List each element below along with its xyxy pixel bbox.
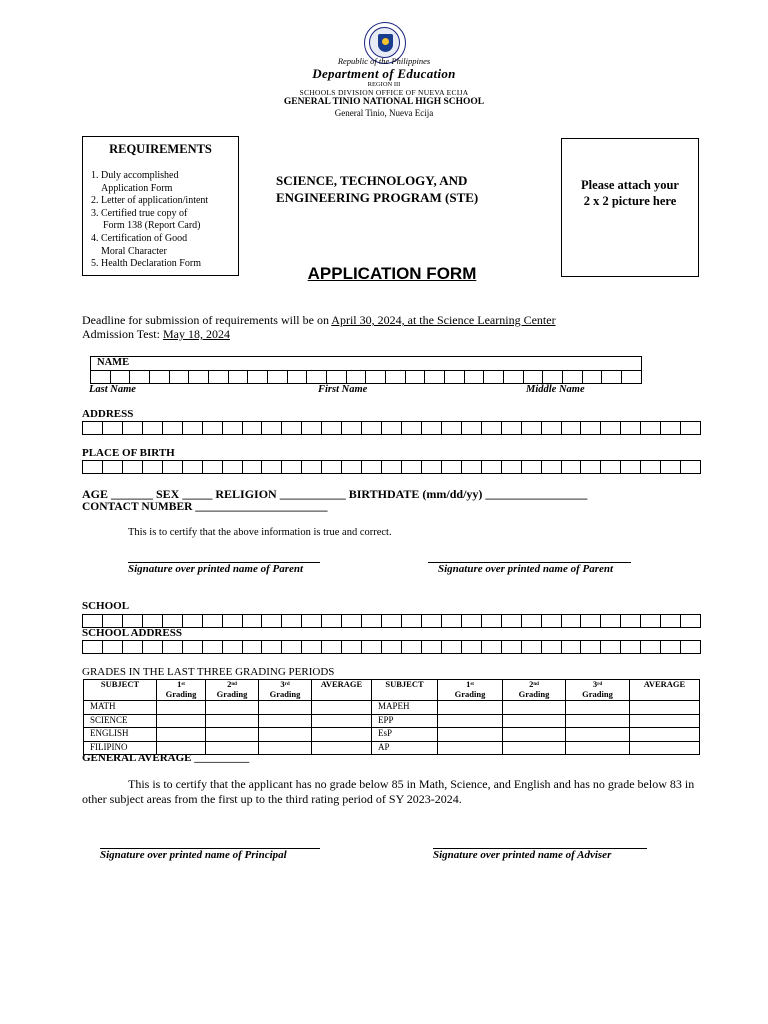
- grade-cell[interactable]: [503, 701, 566, 715]
- grade-cell[interactable]: [438, 701, 503, 715]
- contact-number-line[interactable]: CONTACT NUMBER _______________________: [82, 501, 328, 513]
- letter-box[interactable]: [501, 461, 521, 473]
- letter-box[interactable]: [562, 371, 582, 383]
- header-first-grading: 1st Grading: [438, 680, 503, 701]
- subject-cell: MAPEH: [372, 701, 438, 715]
- letter-box[interactable]: [660, 641, 680, 653]
- grade-cell[interactable]: [438, 741, 503, 755]
- letter-box[interactable]: [202, 422, 222, 434]
- letter-box[interactable]: [680, 461, 700, 473]
- grade-cell[interactable]: [503, 741, 566, 755]
- letter-box[interactable]: [401, 615, 421, 627]
- letter-box[interactable]: [601, 371, 621, 383]
- subject-cell: SCIENCE: [84, 714, 157, 728]
- letter-box[interactable]: [182, 422, 202, 434]
- letter-box[interactable]: [341, 422, 361, 434]
- grade-cell[interactable]: [206, 728, 259, 742]
- program-title: [276, 172, 478, 206]
- letter-box[interactable]: [580, 461, 600, 473]
- requirements-list: [91, 170, 208, 271]
- letter-box[interactable]: [306, 371, 326, 383]
- form-title: APPLICATION FORM: [307, 264, 477, 283]
- letter-box[interactable]: [561, 615, 581, 627]
- parent-certification-text: This is to certify that the above information is true and correct.: [128, 527, 392, 538]
- letter-box[interactable]: [600, 641, 620, 653]
- letter-box[interactable]: [142, 461, 162, 473]
- letter-box[interactable]: [202, 615, 222, 627]
- letter-box[interactable]: [501, 641, 521, 653]
- last-name-label: Last Name: [89, 384, 136, 395]
- letter-box[interactable]: [441, 461, 461, 473]
- subject-cell: ENGLISH: [84, 728, 157, 742]
- letter-box[interactable]: [464, 371, 484, 383]
- school-label: SCHOOL: [82, 600, 130, 612]
- letter-box[interactable]: [680, 641, 700, 653]
- grade-cell[interactable]: [206, 701, 259, 715]
- letter-box[interactable]: [321, 422, 341, 434]
- letter-box[interactable]: [481, 461, 501, 473]
- letter-box[interactable]: [361, 641, 381, 653]
- average-cell[interactable]: [312, 728, 372, 742]
- letter-box[interactable]: [341, 615, 361, 627]
- letter-box[interactable]: [162, 615, 182, 627]
- letter-box[interactable]: [523, 371, 543, 383]
- grade-cell[interactable]: [566, 701, 630, 715]
- average-cell[interactable]: [312, 714, 372, 728]
- letter-box[interactable]: [321, 641, 341, 653]
- letter-box[interactable]: [461, 422, 481, 434]
- letter-box[interactable]: [242, 641, 262, 653]
- letter-box[interactable]: [600, 615, 620, 627]
- letter-box[interactable]: [461, 641, 481, 653]
- letter-box[interactable]: [222, 641, 242, 653]
- letter-box[interactable]: [441, 615, 461, 627]
- letter-box[interactable]: [561, 461, 581, 473]
- grades-title: GRADES IN THE LAST THREE GRADING PERIODS: [82, 666, 335, 678]
- requirement-line: 3. Certified true copy of: [91, 207, 188, 219]
- requirement-line: 2. Letter of application/intent: [91, 195, 209, 207]
- letter-box[interactable]: [580, 615, 600, 627]
- letter-box[interactable]: [441, 422, 461, 434]
- letter-box[interactable]: [83, 641, 102, 653]
- letter-box[interactable]: [503, 371, 523, 383]
- letter-box[interactable]: [620, 422, 640, 434]
- letter-box[interactable]: [142, 615, 162, 627]
- letter-box[interactable]: [582, 371, 602, 383]
- letter-box[interactable]: [361, 422, 381, 434]
- letter-box[interactable]: [580, 641, 600, 653]
- subject-cell: EsP: [372, 728, 438, 742]
- letter-box[interactable]: [202, 641, 222, 653]
- average-cell[interactable]: [630, 701, 700, 715]
- letter-box[interactable]: [441, 641, 461, 653]
- letter-box[interactable]: [142, 422, 162, 434]
- letter-box[interactable]: [401, 461, 421, 473]
- letter-box[interactable]: [405, 371, 425, 383]
- letter-box[interactable]: [620, 615, 640, 627]
- place-of-birth-label: PLACE OF BIRTH: [82, 447, 175, 459]
- division-line: SCHOOLS DIVISION OFFICE OF NUEVA ECIJA: [299, 88, 469, 97]
- grade-cell[interactable]: [157, 701, 206, 715]
- letter-box[interactable]: [301, 461, 321, 473]
- average-cell[interactable]: [630, 714, 700, 728]
- letter-box[interactable]: [365, 371, 385, 383]
- personal-info-line[interactable]: AGE _______ SEX _____ RELIGION ___________ BIRTHDATE (mm/dd/yy) _________________: [82, 487, 588, 501]
- letter-box[interactable]: [660, 461, 680, 473]
- letter-box[interactable]: [542, 371, 562, 383]
- address-input-cells[interactable]: [82, 421, 701, 435]
- photo-instructions: Please attach your 2 x 2 picture here: [581, 177, 679, 208]
- grade-cell[interactable]: [206, 714, 259, 728]
- letter-box[interactable]: [321, 615, 341, 627]
- letter-box[interactable]: [222, 461, 242, 473]
- letter-box[interactable]: [444, 371, 464, 383]
- letter-box[interactable]: [326, 371, 346, 383]
- letter-box[interactable]: [521, 461, 541, 473]
- region-line: REGION III: [367, 81, 401, 88]
- letter-box[interactable]: [481, 615, 501, 627]
- letter-box[interactable]: [561, 641, 581, 653]
- grade-cell[interactable]: [566, 728, 630, 742]
- letter-box[interactable]: [346, 371, 366, 383]
- letter-box[interactable]: [301, 422, 321, 434]
- letter-box[interactable]: [83, 461, 102, 473]
- grades-header-row: [84, 680, 700, 701]
- name-input-cells[interactable]: [91, 370, 641, 383]
- grade-cell[interactable]: [259, 714, 312, 728]
- letter-box[interactable]: [102, 422, 122, 434]
- header-first-grading: 1st Grading: [157, 680, 206, 701]
- parent-signature-label-2: Signature over printed name of Parent: [438, 563, 614, 575]
- letter-box[interactable]: [461, 615, 481, 627]
- letter-box[interactable]: [580, 422, 600, 434]
- grade-cell[interactable]: [503, 728, 566, 742]
- subject-cell: EPP: [372, 714, 438, 728]
- letter-box[interactable]: [228, 371, 248, 383]
- letter-box[interactable]: [301, 641, 321, 653]
- grade-cell[interactable]: [259, 741, 312, 755]
- principal-signature-label: Signature over printed name of Principal: [100, 849, 287, 861]
- admission-test-text: [82, 327, 230, 342]
- letter-box[interactable]: [247, 371, 267, 383]
- requirement-line: 4. Certification of Good: [91, 232, 188, 244]
- first-name-label: First Name: [318, 384, 368, 395]
- letter-box[interactable]: [122, 615, 142, 627]
- header-average: AVERAGE: [630, 680, 700, 701]
- letter-box[interactable]: [321, 461, 341, 473]
- deadline-text: [82, 313, 556, 328]
- grade-cell[interactable]: [566, 714, 630, 728]
- deadline-prefix: Deadline for submission of requirements will be on: [82, 313, 332, 327]
- letter-box[interactable]: [541, 422, 561, 434]
- letter-box[interactable]: [182, 461, 202, 473]
- letter-box[interactable]: [541, 461, 561, 473]
- header-third-grading: 3rd Grading: [566, 680, 630, 701]
- school-location: General Tinio, Nueva Ecija: [334, 108, 434, 118]
- letter-box[interactable]: [541, 615, 561, 627]
- average-cell[interactable]: [630, 728, 700, 742]
- letter-box[interactable]: [421, 641, 441, 653]
- letter-box[interactable]: [680, 422, 700, 434]
- letter-box[interactable]: [242, 461, 262, 473]
- requirement-line: 5. Health Declaration Form: [91, 258, 201, 270]
- letter-box[interactable]: [341, 641, 361, 653]
- letter-box[interactable]: [640, 422, 660, 434]
- letter-box[interactable]: [83, 615, 102, 627]
- letter-box[interactable]: [481, 422, 501, 434]
- letter-box[interactable]: [142, 641, 162, 653]
- grades-table: [83, 679, 700, 755]
- program-line-1: SCIENCE, TECHNOLOGY, AND: [276, 173, 468, 188]
- name-label: NAME: [97, 357, 130, 368]
- letter-box[interactable]: [162, 422, 182, 434]
- letter-box[interactable]: [261, 615, 281, 627]
- letter-box[interactable]: [640, 641, 660, 653]
- requirements-title: REQUIREMENTS: [109, 142, 212, 156]
- letter-box[interactable]: [461, 461, 481, 473]
- letter-box[interactable]: [483, 371, 503, 383]
- letter-box[interactable]: [129, 371, 149, 383]
- letter-box[interactable]: [424, 371, 444, 383]
- grade-cell[interactable]: [157, 714, 206, 728]
- letter-box[interactable]: [188, 371, 208, 383]
- letter-box[interactable]: [301, 615, 321, 627]
- address-label: ADDRESS: [82, 408, 134, 420]
- header-third-grading: 3rd Grading: [259, 680, 312, 701]
- middle-name-label: Middle Name: [526, 384, 585, 395]
- letter-box[interactable]: [521, 615, 541, 627]
- grade-cell[interactable]: [566, 741, 630, 755]
- letter-box[interactable]: [660, 422, 680, 434]
- letter-box[interactable]: [381, 615, 401, 627]
- letter-box[interactable]: [267, 371, 287, 383]
- letter-box[interactable]: [122, 461, 142, 473]
- requirement-line: Form 138 (Report Card): [103, 220, 201, 232]
- header-second-grading: 2nd Grading: [206, 680, 259, 701]
- parent-signature-label-1: Signature over printed name of Parent: [128, 563, 304, 575]
- letter-box[interactable]: [202, 461, 222, 473]
- letter-box[interactable]: [620, 641, 640, 653]
- letter-box[interactable]: [242, 422, 262, 434]
- school-name: GENERAL TINIO NATIONAL HIGH SCHOOL: [283, 97, 485, 107]
- letter-box[interactable]: [102, 641, 122, 653]
- letter-box[interactable]: [261, 461, 281, 473]
- letter-box[interactable]: [341, 461, 361, 473]
- letter-box[interactable]: [501, 422, 521, 434]
- header-average: AVERAGE: [312, 680, 372, 701]
- average-cell[interactable]: [630, 741, 700, 755]
- program-line-2: ENGINEERING PROGRAM (STE): [276, 190, 479, 205]
- grades-certification-text: This is to certify that the applicant has no grade below 85 in Math, Science, and English and has no grade below 83 in other subject areas from the first up to the third rating period of SY 2023-2024.: [82, 777, 695, 806]
- letter-box[interactable]: [421, 422, 441, 434]
- letter-box[interactable]: [361, 461, 381, 473]
- letter-box[interactable]: [521, 641, 541, 653]
- table-row: [84, 714, 700, 728]
- letter-box[interactable]: [385, 371, 405, 383]
- letter-box[interactable]: [208, 371, 228, 383]
- letter-box[interactable]: [281, 422, 301, 434]
- letter-box[interactable]: [149, 371, 169, 383]
- header-subject: SUBJECT: [84, 680, 157, 701]
- requirement-line: Moral Character: [101, 245, 167, 257]
- letter-box[interactable]: [401, 422, 421, 434]
- letter-box[interactable]: [640, 461, 660, 473]
- grade-cell[interactable]: [259, 701, 312, 715]
- letter-box[interactable]: [242, 615, 262, 627]
- letter-box[interactable]: [361, 615, 381, 627]
- grade-cell[interactable]: [259, 728, 312, 742]
- letter-box[interactable]: [287, 371, 307, 383]
- requirement-line: 1. Duly accomplished: [91, 170, 179, 181]
- letter-box[interactable]: [640, 615, 660, 627]
- letter-box[interactable]: [222, 422, 242, 434]
- adviser-signature-label: Signature over printed name of Adviser: [433, 849, 612, 861]
- school-input-cells[interactable]: [82, 614, 701, 628]
- letter-box[interactable]: [401, 641, 421, 653]
- letter-box[interactable]: [261, 422, 281, 434]
- letter-box[interactable]: [110, 371, 130, 383]
- letter-box[interactable]: [660, 615, 680, 627]
- letter-box[interactable]: [122, 641, 142, 653]
- general-average-line[interactable]: GENERAL AVERAGE __________: [82, 752, 250, 764]
- letter-box[interactable]: [83, 422, 102, 434]
- letter-box[interactable]: [680, 615, 700, 627]
- letter-box[interactable]: [162, 641, 182, 653]
- name-field-box: [90, 356, 642, 384]
- letter-box[interactable]: [621, 371, 641, 383]
- letter-box[interactable]: [421, 461, 441, 473]
- requirement-line: Application Form: [101, 182, 173, 194]
- republic-line: Republic of the Philippines: [337, 56, 431, 66]
- grade-cell[interactable]: [438, 728, 503, 742]
- letter-box[interactable]: [222, 615, 242, 627]
- letter-box[interactable]: [261, 641, 281, 653]
- admission-date: May 18, 2024: [162, 327, 230, 341]
- letter-box[interactable]: [102, 461, 122, 473]
- table-row: [84, 728, 700, 742]
- subject-cell: MATH: [84, 701, 157, 715]
- letter-box[interactable]: [182, 641, 202, 653]
- grade-cell[interactable]: [503, 714, 566, 728]
- letter-box[interactable]: [620, 461, 640, 473]
- letter-box[interactable]: [501, 615, 521, 627]
- letter-box[interactable]: [421, 615, 441, 627]
- header-subject: SUBJECT: [372, 680, 438, 701]
- average-cell[interactable]: [312, 701, 372, 715]
- letter-box[interactable]: [91, 371, 110, 383]
- letter-box[interactable]: [281, 641, 301, 653]
- letter-box[interactable]: [122, 422, 142, 434]
- school-address-label: SCHOOL ADDRESS: [82, 627, 182, 639]
- table-row: [84, 701, 700, 715]
- letter-box[interactable]: [169, 371, 189, 383]
- letter-box[interactable]: [381, 422, 401, 434]
- letter-box[interactable]: [481, 641, 501, 653]
- letter-box[interactable]: [600, 422, 620, 434]
- letter-box[interactable]: [281, 461, 301, 473]
- letter-box[interactable]: [600, 461, 620, 473]
- admission-prefix: Admission Test:: [82, 327, 163, 341]
- photo-attach-box[interactable]: [561, 138, 699, 277]
- letter-box[interactable]: [541, 641, 561, 653]
- letter-box[interactable]: [561, 422, 581, 434]
- deadline-date-place: April 30, 2024, at the Science Learning Center: [331, 313, 556, 327]
- average-cell[interactable]: [312, 741, 372, 755]
- letter-box[interactable]: [162, 461, 182, 473]
- letter-box[interactable]: [381, 641, 401, 653]
- letter-box[interactable]: [381, 461, 401, 473]
- requirements-box: [82, 136, 239, 276]
- letter-box[interactable]: [281, 615, 301, 627]
- place-of-birth-input-cells[interactable]: [82, 460, 701, 474]
- subject-cell: FILIPINO: [84, 741, 157, 755]
- school-address-input-cells[interactable]: [82, 640, 701, 654]
- grade-cell[interactable]: [438, 714, 503, 728]
- letter-box[interactable]: [102, 615, 122, 627]
- letter-box[interactable]: [521, 422, 541, 434]
- grade-cell[interactable]: [157, 728, 206, 742]
- subject-cell: AP: [372, 741, 438, 755]
- letter-box[interactable]: [182, 615, 202, 627]
- department-name: Department of Education: [312, 66, 456, 81]
- header-second-grading: 2nd Grading: [503, 680, 566, 701]
